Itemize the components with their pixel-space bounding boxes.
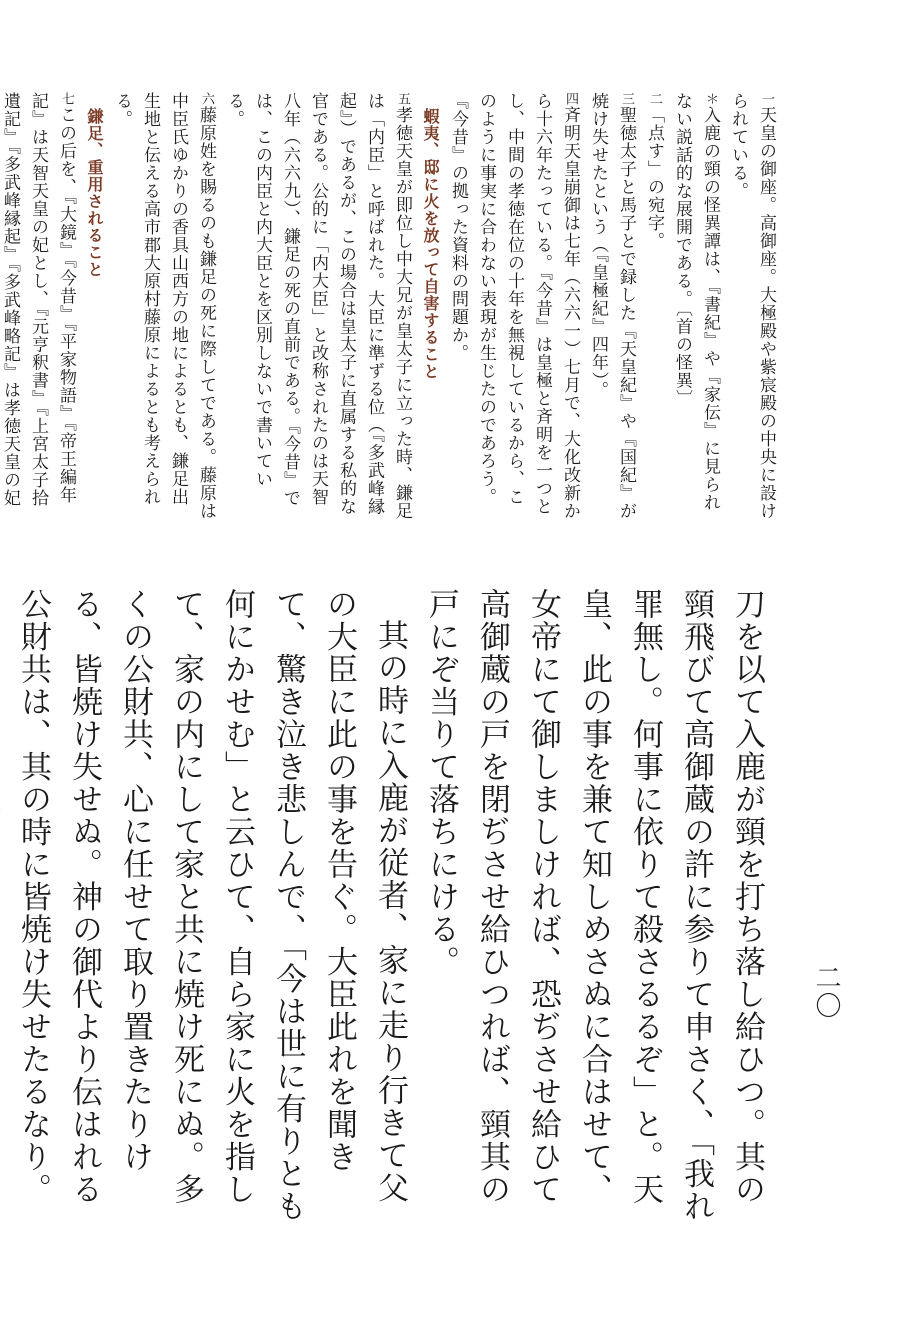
note-text: 藤原姓を賜るのも鎌足の死に際してである。藤原は中臣氏ゆかりの香具山西方の地によるとも、鎌足出生地と伝える高市郡大原村藤原によるとも考えられる。 [112,92,216,520]
main-paragraph-3 [0,588,7,1228]
heading-1: 蝦夷、邸に火を放って自害すること [421,108,440,380]
note-number: ＊ [703,92,718,106]
note-1 [724,92,780,522]
note-number: 一 [759,92,774,106]
note-8 [0,92,80,522]
note-number: 七 [59,92,74,106]
note-7 [108,92,220,522]
note-text: 斉明天皇崩御は七年（六六一）七月で、大化改新から十六年たっている。『今昔』は皇極と斉明を一つとし、中間の孝徳在位の十年を無視しているから、このように事実に合わない表現が生じたのであろう。『今昔』の拠った資料の問題か。 [448,92,580,520]
note-number: 五 [395,92,410,106]
note-4 [584,92,640,522]
note-text: 孝徳天皇が即位し中大兄が皇太子に立った時、鎌足は「内臣」と呼ばれた。大臣に準ずる位（『多武峰縁起』）であるが、この場合は皇太子に直属する私的な官である。公的に「内大臣」と改称されたのは天智八年（六六九）、鎌足の死の直前である。『今昔』では、この内臣と内大臣とを区別しないで書いている。 [224,92,412,520]
main-paragraph-1: 刀を以て入鹿が頸を打ち落し給ひつ。其の頸飛びて高御蔵の許に参りて申さく、「我れ罪無し。何事に依りて殺さるるぞ」と。天皇、此の事を兼て知しめさぬに合はせて、女帝にて御しましければ、恐ぢさせ給ひて高御蔵の戸を閉ぢさせ給ひつれば、頸其の戸にぞ当りて落ちにける。 [423,588,765,1223]
note-text: 入鹿の頸の怪異譚は、『書紀』や『家伝』に見られない説話的な展開である。〔首の怪異〕 [672,92,720,512]
note-5 [444,92,584,522]
main-paragraph-2: 其の時に入鹿が従者、家に走り行きて父の大臣に此の事を告ぐ。大臣此れを聞きて、驚き泣き悲しんで、「今は世に有りとも何にかせむ」と云ひて、自ら家に火を指して、家の内にして家と共に焼け死にぬ。多くの公財共、心に任せて取り置きたりける、皆焼け失せぬ。神の御代より伝はれる公財共は、其の時に皆焼け失せたるなり。 [15,588,408,1223]
note-2 [668,92,724,522]
note-text: この后を、『大鏡』『今昔』『平家物語』『帝王編年記』は天智天皇の妃とし、『元亨釈書』『上宮太子拾遺記』『多武峰縁起』『多武峰略記』は孝徳天皇の妃 [0,92,76,507]
main-text [15,588,772,1228]
note-3 [640,92,668,522]
note-6 [220,92,416,522]
note-text: 天皇の御座。高御座。大極殿や紫宸殿の中央に設けられている。 [728,92,776,520]
note-text: 「点す」の宛字。 [644,106,664,250]
note-number: 三 [619,92,634,106]
note-text: 聖徳太子と馬子とで録した『天皇紀』や『国紀』が焼け失せたという（『皇極紀』四年）。 [588,92,636,520]
note-number: 四 [563,92,578,106]
notes [0,92,780,522]
page-number: 二〇 [811,964,841,1020]
note-number: 二 [647,92,662,106]
note-number: 六 [199,92,214,106]
heading-2: 鎌足、重用されること [85,108,104,278]
